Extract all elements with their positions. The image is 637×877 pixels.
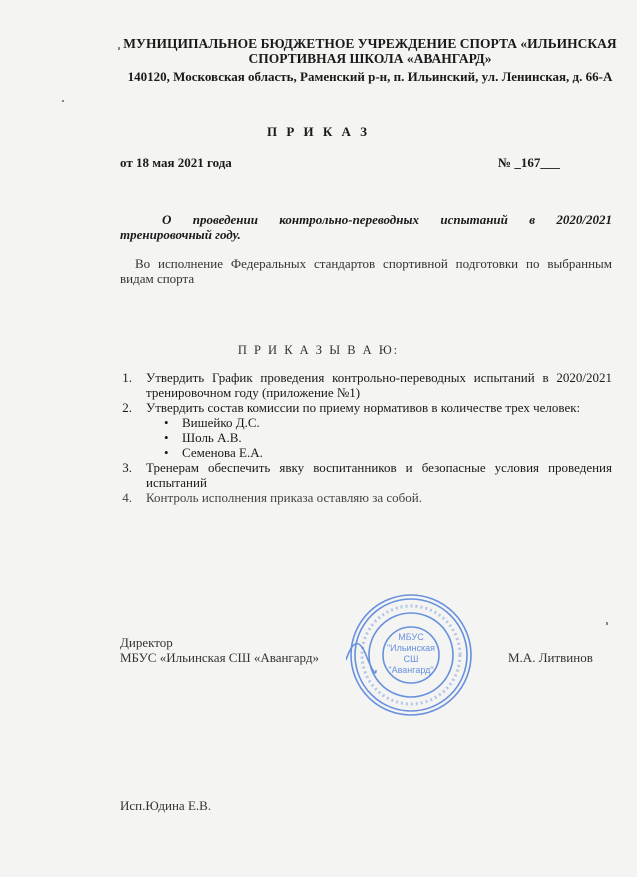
bullet-icon: • [164, 445, 169, 460]
list-item [120, 370, 612, 400]
order-heading: П Р И К А З Ы В А Ю: [237, 343, 400, 357]
speck [606, 622, 608, 625]
list-item-number: 1. [122, 370, 132, 385]
executor: Исп.Юдина Е.В. [120, 798, 212, 813]
bullet-icon: • [164, 415, 169, 430]
signature-position: Директор [120, 635, 173, 650]
header-line-2: СПОРТИВНАЯ ШКОЛА «АВАНГАРД» [248, 51, 492, 66]
bullet-icon: • [164, 430, 169, 445]
order-list [120, 370, 612, 505]
commission-member [120, 415, 612, 430]
stamp-text-1: МБУС [398, 632, 424, 642]
commission-member-name: Семенова Е.А. [182, 445, 263, 460]
list-item-number: 2. [122, 400, 132, 415]
commission-member-name: Шоль А.В. [182, 430, 242, 445]
list-item-text: Контроль исполнения приказа оставляю за собой. [146, 490, 422, 505]
commission-member-name: Вишейко Д.С. [182, 415, 260, 430]
header-line-1: МУНИЦИПАЛЬНОЕ БЮДЖЕТНОЕ УЧРЕЖДЕНИЕ СПОРТА «ИЛЬИНСКАЯ [123, 36, 617, 51]
stamp-text-2: "Ильинская [386, 643, 436, 653]
stamp-text-3: СШ [403, 654, 419, 664]
document-intro: Во исполнение Федеральных стандартов спортивной подготовки по выбранным видам спорта [120, 256, 612, 286]
list-item [120, 400, 612, 415]
speck [118, 47, 120, 50]
document-subject: О проведении контрольно-переводных испытаний в 2020/2021 тренировочный году. [120, 212, 612, 242]
list-item-number: 3. [122, 460, 132, 475]
list-item [120, 460, 612, 490]
list-item-text: Тренерам обеспечить явку воспитанников и безопасные условия проведения испытаний [146, 460, 612, 490]
speck [62, 100, 64, 102]
document-date: от 18 мая 2021 года [120, 155, 232, 170]
document-number: № _167___ [498, 155, 560, 170]
seal-stamp-icon [346, 590, 476, 720]
list-item-text: Утвердить График проведения контрольно-переводных испытаний в 2020/2021 тренировочном году (приложение №1) [146, 370, 612, 400]
commission-member [120, 430, 612, 445]
list-item-number: 4. [122, 490, 132, 505]
list-item [120, 490, 612, 505]
header-address: 140120, Московская область, Раменский р-н, п. Ильинский, ул. Ленинская, д. 66-А [127, 69, 613, 84]
signature-name: М.А. Литвинов [508, 650, 593, 665]
stamp-text-4: "Авангард" [388, 665, 434, 675]
commission-member [120, 445, 612, 460]
list-item-text: Утвердить состав комиссии по приему нормативов в количестве трех человек: [146, 400, 581, 415]
document-title: П Р И К А З [266, 124, 371, 139]
signature-org: МБУС «Ильинская СШ «Авангард» [120, 650, 319, 665]
